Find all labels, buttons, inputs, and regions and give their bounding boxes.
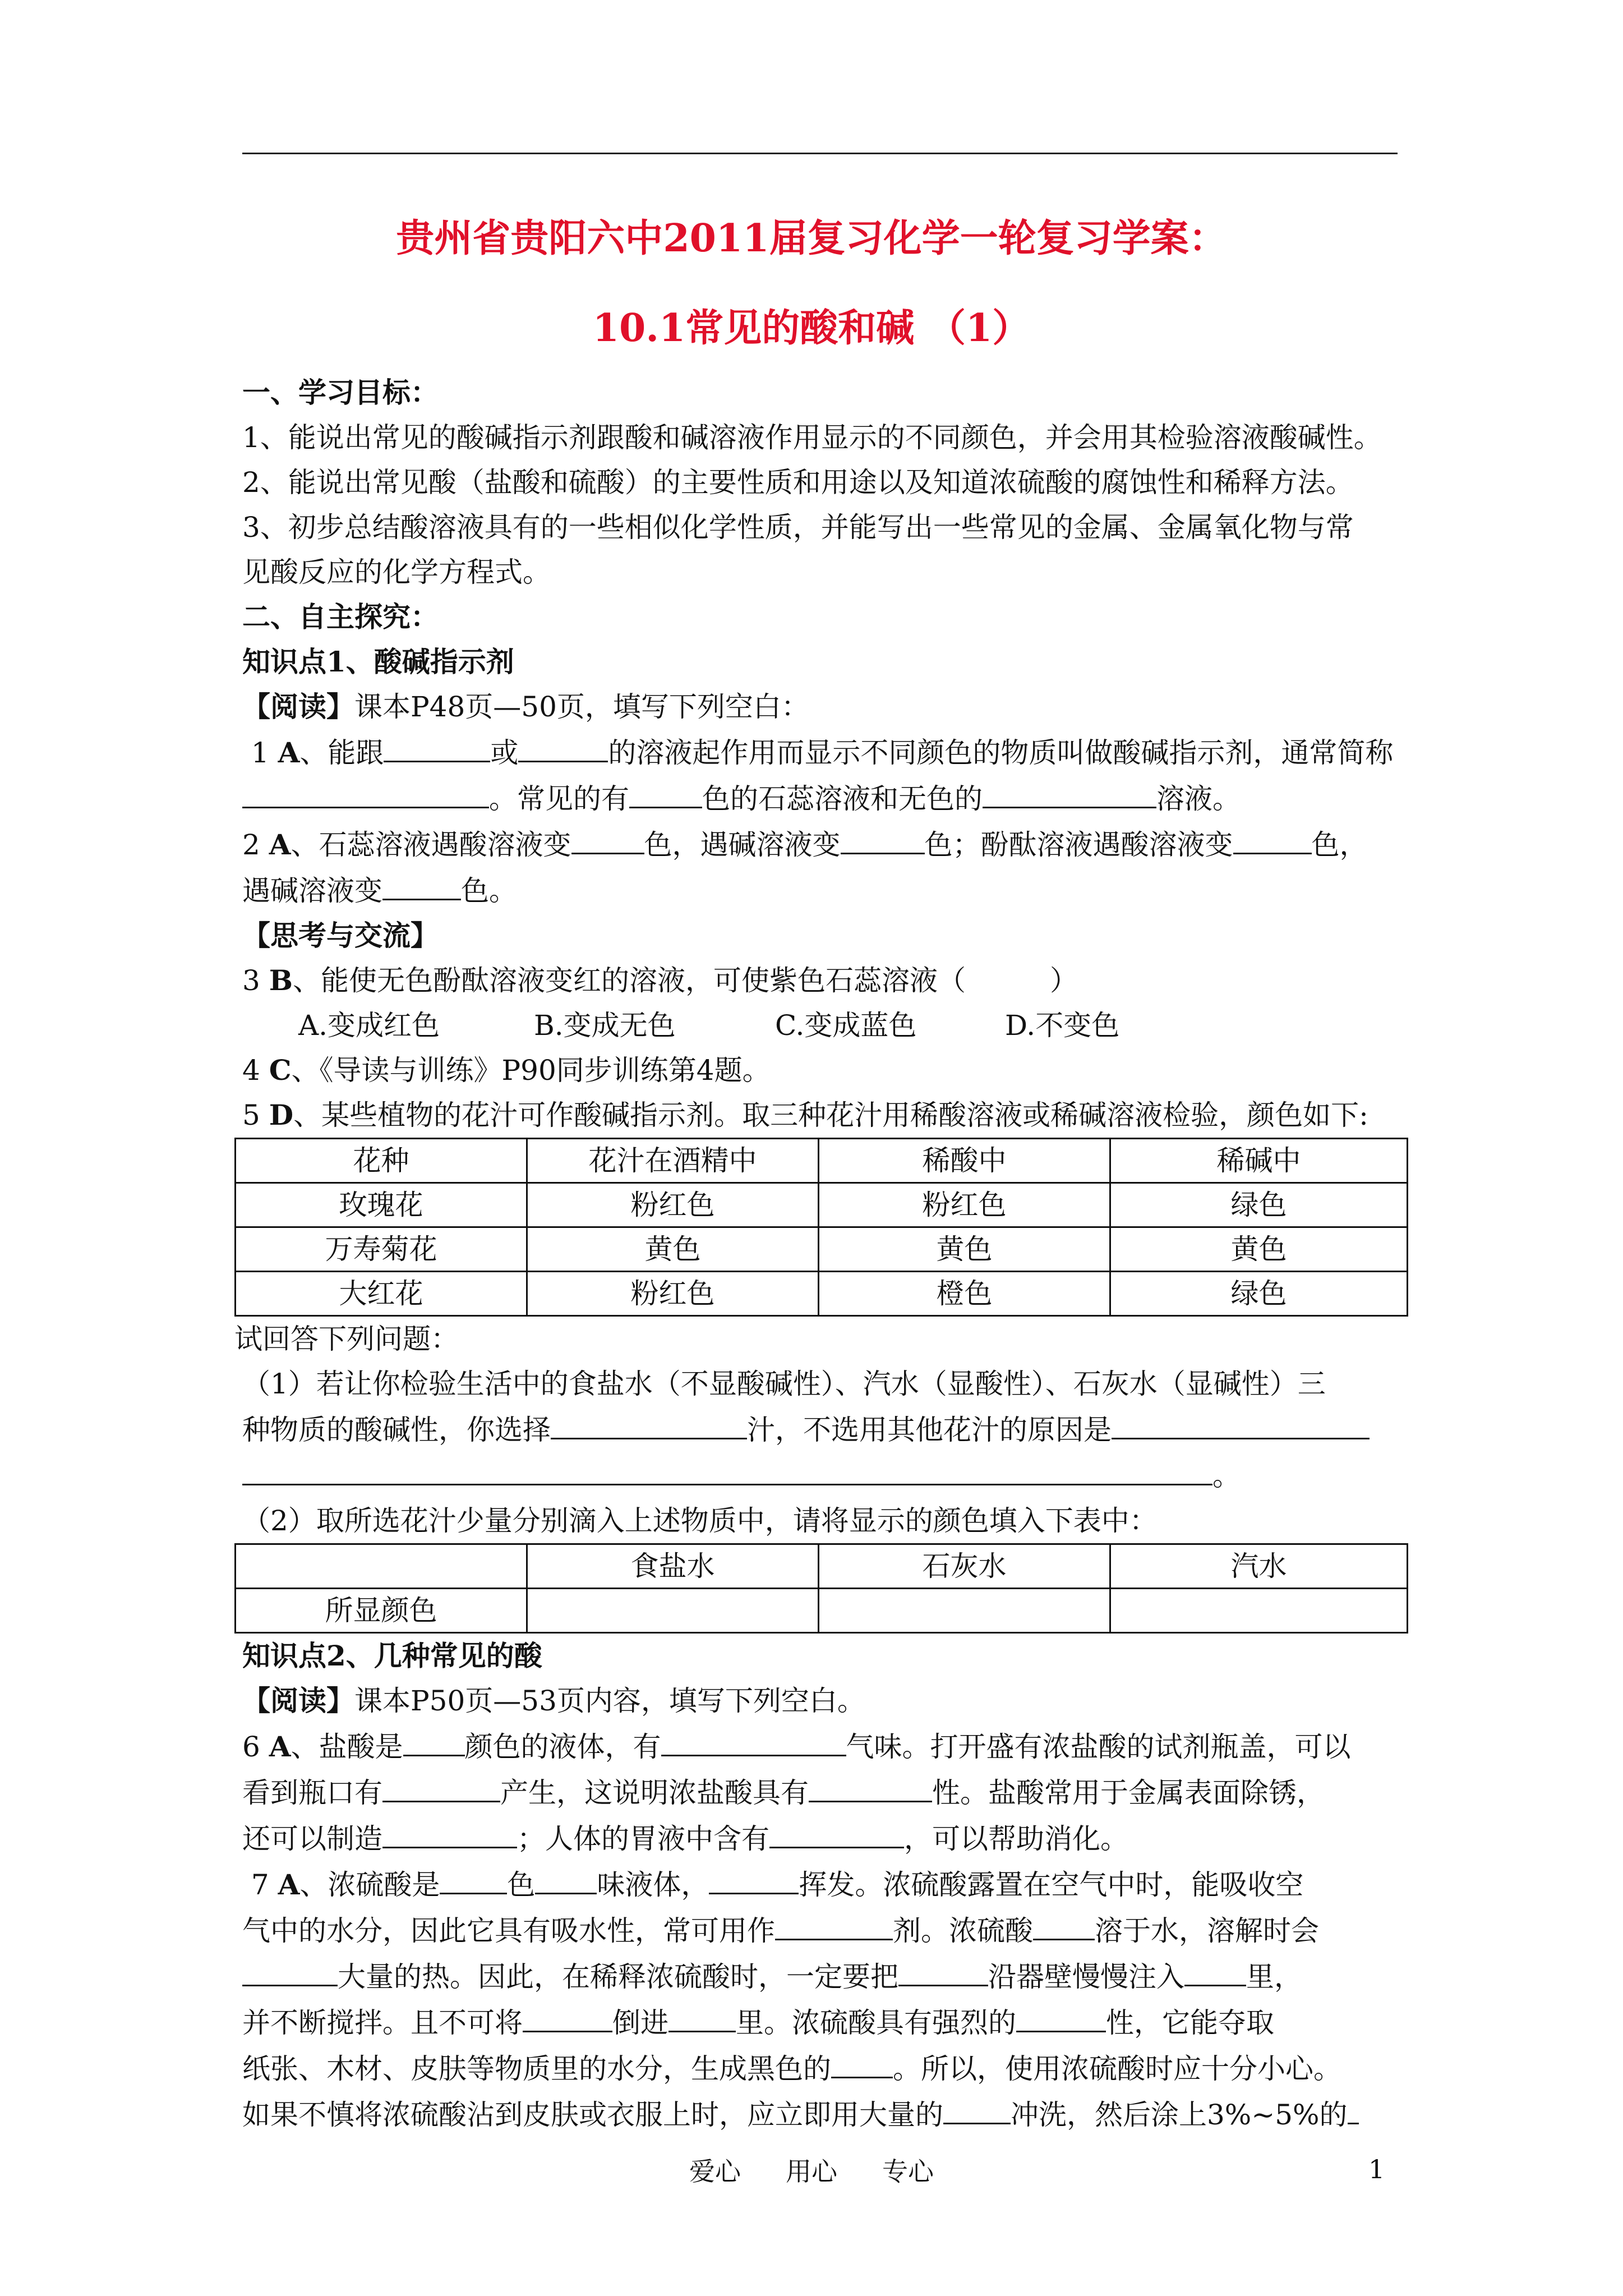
table-cell: 所显颜色 — [236, 1589, 527, 1633]
fill-blank[interactable] — [518, 729, 608, 762]
table-cell: 黄色 — [819, 1227, 1110, 1272]
question-2-cont: 遇碱溶液变 色。 — [242, 867, 1398, 913]
flower-indicator-table — [234, 1138, 1408, 1317]
fill-blank[interactable] — [242, 1452, 1212, 1485]
question-3-options — [242, 1003, 1398, 1048]
sub-question-2: （2）取所选花汁少量分别滴入上述物质中，请将显示的颜色填入下表中： — [242, 1504, 1158, 1537]
fill-blank[interactable] — [440, 1861, 507, 1894]
section-heading-goals: 一、学习目标： — [242, 376, 439, 409]
question-7-line4: 并不断搅拌。且不可将 倒进 里。浓硫酸具有强烈的 性，它能夺取 — [242, 1999, 1398, 2045]
table-cell: 黄色 — [527, 1227, 819, 1272]
footer-word: 爱心 — [689, 2156, 741, 2187]
question-5: 5 D、某些植物的花汁可作酸碱指示剂。取三种花汁用稀酸溶液或稀碱溶液检验，颜色如下: — [242, 1098, 1368, 1131]
question-6: 6 A、盐酸是 颜色的液体，有 气味。打开盛有浓盐酸的试剂瓶盖，可以 — [242, 1723, 1398, 1769]
table-header-cell — [236, 1544, 527, 1589]
sub-question-1-end: 。 — [242, 1452, 1398, 1498]
table-header-row — [236, 1544, 1408, 1589]
table-cell: 绿色 — [1110, 1272, 1408, 1316]
option-a[interactable]: A.变成红色 — [298, 1009, 440, 1042]
question-7-line3: 大量的热。因此，在稀释浓硫酸时，一定要把 沿器壁慢慢注入 里， — [242, 1953, 1398, 1999]
fill-blank[interactable] — [384, 729, 490, 762]
goal-3: 3、初步总结酸溶液具有的一些相似化学性质，并能写出一些常见的金属、金属氧化物与常 — [242, 511, 1354, 544]
fill-blank[interactable] — [1233, 821, 1312, 854]
fill-blank[interactable] — [1348, 2091, 1359, 2124]
sub-question-1: （1）若让你检验生活中的食盐水（不显酸碱性）、汽水（显酸性）、石灰水（显碱性）三 — [242, 1368, 1326, 1400]
fill-blank[interactable] — [1184, 1953, 1246, 1986]
option-c[interactable]: C.变成蓝色 — [775, 1009, 917, 1042]
goal-2: 2、能说出常见酸（盐酸和硫酸）的主要性质和用途以及知道浓硫酸的腐蚀性和稀释方法。 — [242, 466, 1354, 499]
question-7-line5: 纸张、木材、皮肤等物质里的水分，生成黑色的 。所以，使用浓硫酸时应十分小心。 — [242, 2045, 1398, 2091]
table-row — [236, 1589, 1408, 1633]
table-cell: 粉红色 — [527, 1272, 819, 1316]
reading-instruction-2: 【阅读】课本P50页—53页内容，填写下列空白。 — [242, 1684, 865, 1717]
fill-blank[interactable] — [242, 1953, 338, 1986]
footer-word: 专心 — [882, 2156, 934, 2187]
think-exchange-heading: 【思考与交流】 — [242, 919, 439, 952]
fill-blank[interactable] — [382, 1815, 517, 1848]
knowledge-point-1: 知识点1、酸碱指示剂 — [242, 645, 514, 678]
table-cell: 粉红色 — [527, 1183, 819, 1227]
fill-blank[interactable] — [809, 1769, 932, 1802]
fill-blank[interactable] — [898, 1953, 988, 1986]
color-result-table — [234, 1543, 1408, 1634]
fill-blank[interactable] — [769, 1815, 904, 1848]
question-6-end: 还可以制造 ；人体的胃液中含有 ，可以帮助消化。 — [242, 1815, 1398, 1861]
table-header-row — [236, 1139, 1408, 1183]
document-subtitle: 10.1常见的酸和碱 （1） — [592, 306, 1031, 351]
goal-1: 1、能说出常见的酸碱指示剂跟酸和碱溶液作用显示的不同颜色，并会用其检验溶液酸碱性。 — [242, 421, 1382, 454]
question-1: 1 A、能跟 或 的溶液起作用而显示不同颜色的物质叫做酸碱指示剂，通常简称 — [242, 729, 1398, 775]
fill-blank[interactable] — [382, 867, 461, 900]
table-cell: 粉红色 — [819, 1183, 1110, 1227]
table-cell: 黄色 — [1110, 1227, 1408, 1272]
fill-blank[interactable] — [571, 821, 644, 854]
fill-blank[interactable] — [403, 1723, 465, 1756]
knowledge-point-2: 知识点2、几种常见的酸 — [242, 1639, 542, 1672]
fill-blank[interactable] — [775, 1907, 893, 1940]
table-header-cell: 稀碱中 — [1110, 1139, 1408, 1183]
option-b[interactable]: B.变成无色 — [534, 1009, 676, 1042]
answer-intro: 试回答下列问题： — [234, 1323, 459, 1355]
fill-blank[interactable] — [1016, 1999, 1106, 2032]
answer-cell[interactable] — [527, 1589, 819, 1633]
table-cell: 玫瑰花 — [236, 1183, 527, 1227]
question-7-line2: 气中的水分，因此它具有吸水性，常可用作 剂。浓硫酸 溶于水，溶解时会 — [242, 1907, 1398, 1953]
fill-blank[interactable] — [535, 1861, 597, 1894]
header-rule — [242, 153, 1398, 154]
fill-blank[interactable] — [1033, 1907, 1095, 1940]
question-3: 3 B、能使无色酚酞溶液变红的溶液，可使紫色石蕊溶液（ ） — [242, 964, 1078, 997]
fill-blank[interactable] — [661, 1723, 846, 1756]
fill-blank[interactable] — [382, 1769, 500, 1802]
fill-blank[interactable] — [943, 2091, 1011, 2124]
table-cell: 橙色 — [819, 1272, 1110, 1316]
fill-blank[interactable] — [551, 1406, 747, 1439]
section-heading-explore: 二、自主探究： — [242, 600, 439, 633]
table-header-cell: 花汁在酒精中 — [527, 1139, 819, 1183]
table-row — [236, 1227, 1408, 1272]
question-7: 7 A、浓硫酸是 色 味液体， 挥发。浓硫酸露置在空气中时，能吸收空 — [242, 1861, 1398, 1907]
option-d[interactable]: D.不变色 — [1005, 1009, 1120, 1042]
table-header-cell: 稀酸中 — [819, 1139, 1110, 1183]
table-header-cell: 汽水 — [1110, 1544, 1408, 1589]
fill-blank[interactable] — [1112, 1406, 1370, 1439]
question-4: 4 C、《导读与训练》P90同步训练第4题。 — [242, 1053, 771, 1087]
fill-blank[interactable] — [831, 2045, 893, 2078]
page-number: 1 — [1368, 2154, 1385, 2184]
document-title: 贵州省贵阳六中2011届复习化学一轮复习学案： — [396, 216, 1227, 261]
reading-instruction-1: 【阅读】课本P48页—50页，填写下列空白： — [242, 690, 809, 723]
fill-blank[interactable] — [841, 821, 925, 854]
sub-question-1-cont: 种物质的酸碱性，你选择 汁，不选用其他花汁的原因是 — [242, 1406, 1398, 1452]
question-6-cont: 看到瓶口有 产生，这说明浓盐酸具有 性。盐酸常用于金属表面除锈， — [242, 1769, 1398, 1815]
fill-blank[interactable] — [709, 1861, 799, 1894]
answer-cell[interactable] — [1110, 1589, 1408, 1633]
table-header-cell: 石灰水 — [819, 1544, 1110, 1589]
table-row — [236, 1272, 1408, 1316]
goal-3-cont: 见酸反应的化学方程式。 — [242, 556, 551, 588]
table-cell: 万寿菊花 — [236, 1227, 527, 1272]
fill-blank[interactable] — [242, 775, 489, 808]
document-body — [234, 370, 1398, 2137]
footer-word: 用心 — [786, 2156, 837, 2187]
table-cell: 绿色 — [1110, 1183, 1408, 1227]
fill-blank[interactable] — [983, 775, 1156, 808]
question-1-cont: 。常见的有 色的石蕊溶液和无色的 溶液。 — [242, 775, 1398, 821]
fill-blank[interactable] — [629, 775, 702, 808]
table-header-cell: 花种 — [236, 1139, 527, 1183]
fill-blank[interactable] — [668, 1999, 736, 2032]
table-cell: 大红花 — [236, 1272, 527, 1316]
question-2: 2 A、石蕊溶液遇酸溶液变 色，遇碱溶液变 色；酚酞溶液遇酸溶液变 色， — [242, 821, 1398, 867]
table-row — [236, 1183, 1408, 1227]
table-header-cell: 食盐水 — [527, 1544, 819, 1589]
fill-blank[interactable] — [523, 1999, 612, 2032]
question-7-line6: 如果不慎将浓硫酸沾到皮肤或衣服上时，应立即用大量的 冲洗，然后涂上3%~5%的 — [242, 2091, 1398, 2137]
answer-cell[interactable] — [819, 1589, 1110, 1633]
